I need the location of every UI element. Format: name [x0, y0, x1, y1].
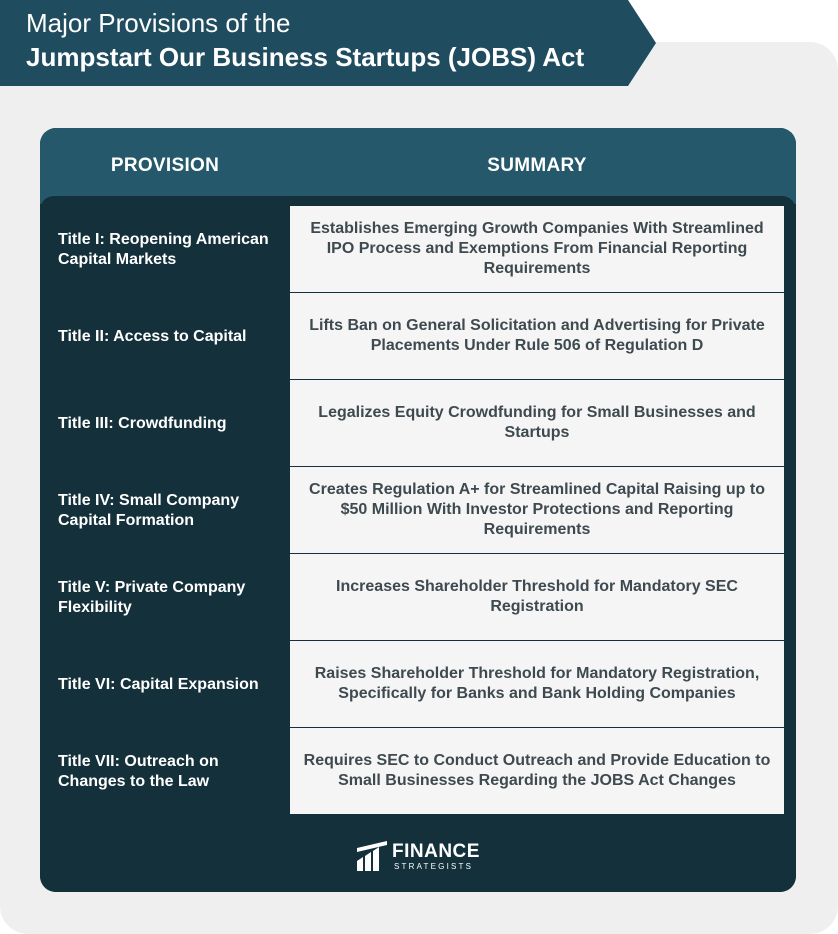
summary-cell: Legalizes Equity Crowdfunding for Small Businesses and Startups: [290, 380, 784, 466]
provision-cell: Title VI: Capital Expansion: [58, 675, 259, 693]
title-banner: [0, 0, 656, 86]
provision-cell: Title I: Reopening American Capital Markets: [58, 230, 269, 268]
table-row: [40, 554, 796, 641]
logo-wordmark: FINANCE: [392, 841, 480, 862]
table-body: [40, 196, 796, 892]
table-row: [40, 380, 796, 467]
header-provision: PROVISION: [110, 155, 220, 176]
finance-strategists-logo: [356, 838, 486, 874]
provision-cell: Title III: Crowdfunding: [58, 414, 227, 432]
provision-cell: Title IV: Small Company Capital Formation: [58, 491, 240, 529]
summary-cell: Raises Shareholder Threshold for Mandatory Registration, Specifically for Banks and Bank Holding Companies: [290, 641, 784, 727]
title-line1: Major Provisions of the: [26, 8, 291, 38]
table-row: [40, 206, 796, 293]
provision-cell: Title V: Private Company Flexibility: [58, 578, 246, 616]
provisions-table: [40, 128, 796, 892]
finance-strategists-logo-icon: [356, 840, 388, 872]
table-row: [40, 467, 796, 554]
summary-cell: Requires SEC to Conduct Outreach and Provide Education to Small Businesses Regarding the JOBS Act Changes: [290, 728, 784, 814]
table-row: [40, 293, 796, 380]
table-row: [40, 728, 796, 815]
table-row: [40, 641, 796, 728]
table-header: [40, 128, 796, 204]
provision-cell: Title VII: Outreach on Changes to the Law: [58, 752, 219, 790]
summary-cell: Creates Regulation A+ for Streamlined Capital Raising up to $50 Million With Investor Protections and Reporting Requirements: [290, 467, 784, 553]
logo-tagline: STRATEGISTS: [394, 862, 474, 871]
summary-cell: Establishes Emerging Growth Companies With Streamlined IPO Process and Exemptions From Financial Reporting Requirements: [290, 206, 784, 292]
header-summary: SUMMARY: [487, 155, 587, 176]
summary-cell: Increases Shareholder Threshold for Mandatory SEC Registration: [290, 554, 784, 640]
title-line2: Jumpstart Our Business Startups (JOBS) Act: [26, 42, 585, 72]
provision-cell: Title II: Access to Capital: [58, 327, 247, 345]
summary-cell: Lifts Ban on General Solicitation and Advertising for Private Placements Under Rule 506 of Regulation D: [290, 293, 784, 379]
